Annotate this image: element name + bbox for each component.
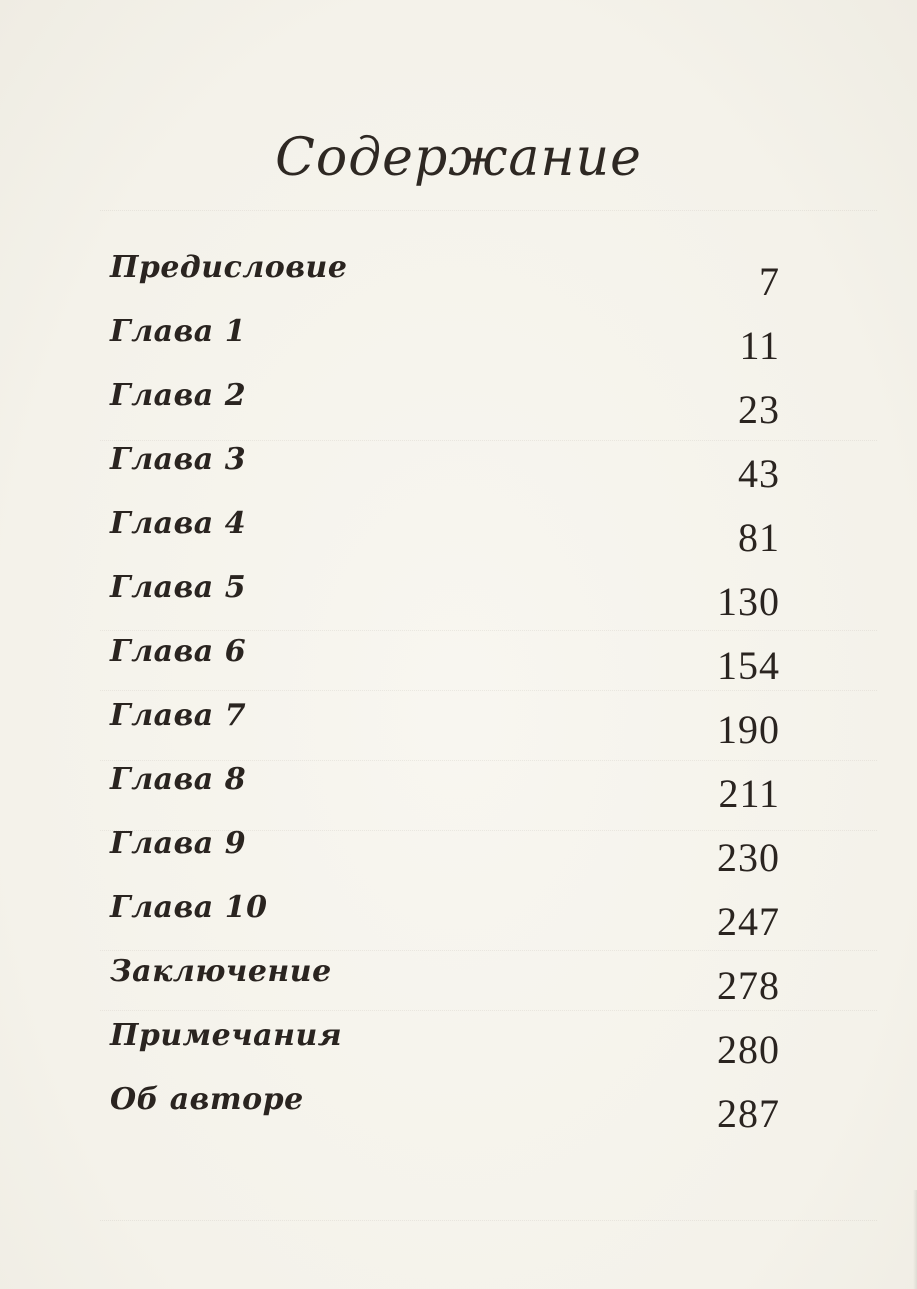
toc-entry [110,688,780,752]
toc-entry [110,1072,780,1136]
toc-entry-page: 211 [718,771,780,816]
toc-entry-title: Заключение [110,954,332,989]
toc-entry-page: 11 [739,323,780,368]
toc-entry-title: Об авторе [110,1082,304,1117]
toc-entry-title: Глава 6 [110,634,247,669]
toc-entry-page: 7 [759,259,780,304]
toc-entry-title: Глава 3 [110,442,247,477]
toc-entry [110,624,780,688]
toc-entry-page: 247 [717,899,780,944]
page-title: Содержание [275,128,642,188]
toc-entry-page: 230 [717,835,780,880]
bleed-through-line [100,1220,877,1231]
toc-entry-title: Глава 5 [110,570,247,605]
toc-entry-page: 130 [717,579,780,624]
toc-entry-title: Глава 10 [110,890,268,925]
toc-entry-title: Глава 1 [110,314,247,349]
toc-entry [110,1008,780,1072]
toc-entry-title: Глава 7 [110,698,247,733]
toc-entry-page: 43 [738,451,780,496]
toc-entry-title: Глава 2 [110,378,247,413]
toc-entry [110,432,780,496]
toc-entry-title: Глава 9 [110,826,247,861]
toc-entry-page: 278 [717,963,780,1008]
toc-entry [110,880,780,944]
toc-entry-page: 23 [738,387,780,432]
toc-entry [110,304,780,368]
toc-entry-page: 81 [738,515,780,560]
toc-entry [110,560,780,624]
toc-entry [110,752,780,816]
toc-entry [110,496,780,560]
toc-entry [110,240,780,304]
toc-entry [110,816,780,880]
toc-entry-page: 280 [717,1027,780,1072]
table-of-contents [110,240,780,1136]
page-edge-shadow [913,1190,917,1289]
toc-entry-title: Примечания [110,1018,343,1053]
toc-entry-title: Глава 8 [110,762,247,797]
toc-entry-title: Глава 4 [110,506,247,541]
toc-entry-page: 154 [717,643,780,688]
toc-entry [110,944,780,1008]
toc-entry-page: 287 [717,1091,780,1136]
toc-entry [110,368,780,432]
bleed-through-line [100,210,877,221]
toc-entry-page: 190 [717,707,780,752]
toc-entry-title: Предисловие [110,250,348,285]
